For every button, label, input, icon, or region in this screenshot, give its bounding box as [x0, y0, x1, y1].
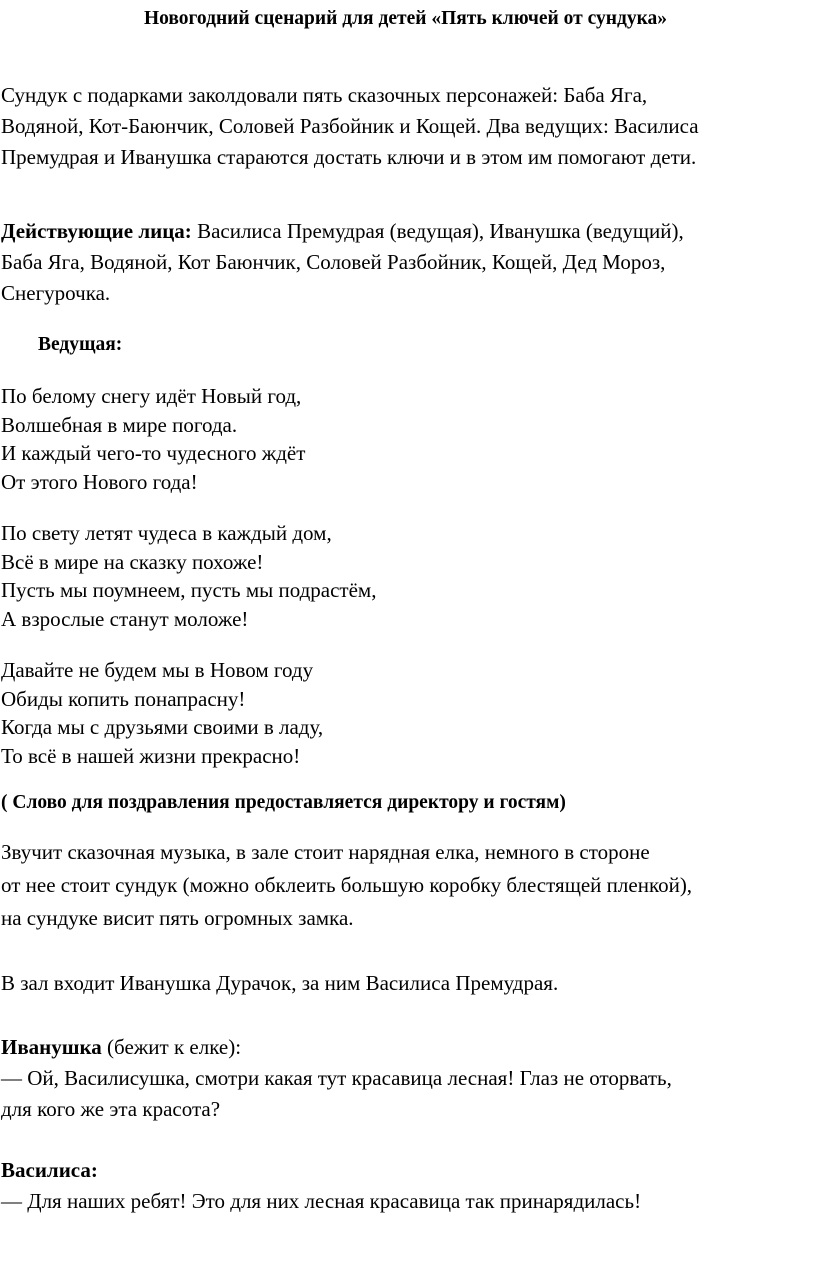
document-title: Новогодний сценарий для детей «Пять ключей от сундука»: [143, 8, 668, 29]
cast-line: Снегурочка.: [1, 281, 111, 305]
speaker-label: Ведущая:: [38, 334, 123, 355]
cast-paragraph: [1, 216, 816, 309]
poem: [1, 382, 816, 770]
scene-line: от нее стоит сундук (можно обклеить большую коробку блестящей пленкой),: [1, 873, 693, 897]
poem-line: Всё в мире на сказку похоже!: [1, 549, 264, 574]
vasilisa-block: [1, 1155, 816, 1217]
ivan-line: — Ой, Василисушка, смотри какая тут красавица лесная! Глаз не оторвать,: [1, 1066, 672, 1090]
poem-line: Пусть мы поумнеем, пусть мы подрастём,: [1, 578, 377, 602]
cast-line: Баба Яга, Водяной, Кот Баюнчик, Соловей Разбойник, Кощей, Дед Мороз,: [1, 250, 666, 274]
poem-line: Волшебная в мире погода.: [1, 412, 238, 437]
poem-stanza: [1, 519, 816, 633]
intro-line: Премудрая и Иванушка стараются достать ключи и в этом им помогают дети.: [1, 145, 697, 169]
poem-line: Давайте не будем мы в Новом году: [1, 658, 314, 682]
poem-line: По белому снегу идёт Новый год,: [1, 384, 302, 408]
poem-line: Когда мы с друзьями своими в ладу,: [1, 715, 324, 739]
scene-description: [1, 836, 816, 935]
poem-stanza: [1, 382, 816, 496]
poem-stanza: [1, 656, 816, 770]
vasilisa-heading: [1, 1155, 816, 1186]
poem-line: Обиды копить понапрасну!: [1, 686, 246, 711]
ivan-block: [1, 1032, 816, 1125]
cast-label: Действующие лица:: [1, 219, 192, 243]
vasilisa-name: Василиса:: [1, 1158, 98, 1182]
ivan-action: (бежит к елке):: [101, 1035, 242, 1059]
intro-line: Сундук с подарками заколдовали пять сказочных персонажей: Баба Яга,: [1, 83, 648, 107]
cast-text: Василиса Премудрая (ведущая), Иванушка (ведущий),: [191, 219, 684, 243]
intro-line: Водяной, Кот-Баюнчик, Соловей Разбойник и Кощей. Два ведущих: Василиса: [1, 114, 699, 138]
scene-line: Звучит сказочная музыка, в зале стоит нарядная елка, немного в стороне: [1, 840, 650, 864]
scene-line: на сундуке висит пять огромных замка.: [1, 906, 354, 930]
poem-line: А взрослые станут моложе!: [1, 606, 249, 631]
vasilisa-line: — Для наших ребят! Это для них лесная красавица так принарядилась!: [1, 1189, 642, 1213]
poem-line: И каждый чего-то чудесного ждёт: [1, 441, 306, 465]
poem-line: От этого Нового года!: [1, 469, 198, 494]
enter-line: В зал входит Иванушка Дурачок, за ним Василиса Премудрая.: [1, 971, 559, 995]
ivan-heading: [1, 1032, 816, 1063]
cast-line: [1, 216, 816, 247]
stage-note: ( Слово для поздравления предоставляется директору и гостям): [1, 792, 566, 813]
ivan-line: для кого же эта красота?: [1, 1097, 221, 1121]
ivan-name: Иванушка: [1, 1035, 102, 1059]
poem-line: То всё в нашей жизни прекрасно!: [1, 743, 301, 768]
intro-paragraph: [1, 80, 816, 173]
poem-line: По свету летят чудеса в каждый дом,: [1, 521, 332, 545]
